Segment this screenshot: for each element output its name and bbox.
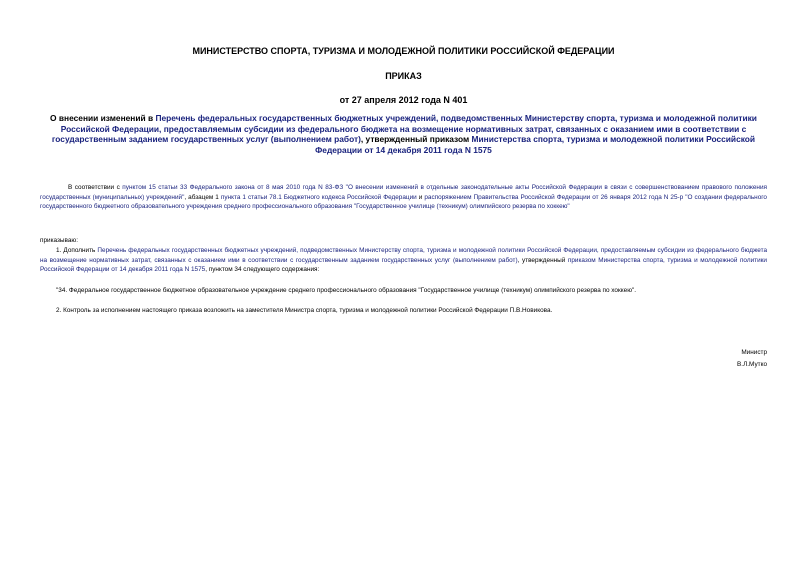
para2-text-2: , утвержденный <box>517 256 568 264</box>
ministry-header: МИНИСТЕРСТВО СПОРТА, ТУРИЗМА И МОЛОДЕЖНОЙ ПОЛИТИКИ РОССИЙСКОЙ ФЕДЕРАЦИИ <box>192 46 615 56</box>
paragraph-basis <box>40 183 767 212</box>
link-list[interactable]: Перечень федеральных государственных бюджетных учреждений, подведомственных Министерству спорта, туризма и молодежной политики Российской Федерации, предоставляемым субсидии из федерального бюджета на возмещение нормативных затрат, связанных с оказанием ими в соответствии с государственным заданием государственных услуг (выполнением работ) <box>40 247 767 264</box>
title-middle: , утвержденный приказом <box>360 134 472 144</box>
title-link-list[interactable]: Перечень федеральных государственных бюджетных учреждений, подведомственных Министерству спорта, туризма и молодежной политики Российской Федерации, предоставляемым субсидии из федерального бюджета на возмещение нормативных затрат, связанных с оказанием ими в соответствии с государственным заданием государственных услуг (выполнением работ) <box>51 113 757 144</box>
para1-text-1: В соответствии с <box>68 184 123 191</box>
para2-text-1: 1. Дополнить <box>56 247 98 254</box>
link-government-order[interactable]: распоряжением Правительства Российской Федерации от 26 января 2012 года N 25-р "О создании федерального государственного бюджетного образовательного учреждения среднего профессионального образования "Государственное училище (техникум) олимпийского резерва по хоккею" <box>40 193 767 210</box>
para2-text-3: , пунктом 34 следующего содержания: <box>205 266 320 273</box>
title-prefix: О внесении изменений в <box>50 113 156 123</box>
title-link-order[interactable]: Министерства спорта, туризма и молодежной политики Российской Федерации от 14 декабря 2011 года N 1575 <box>315 134 756 155</box>
para1-text-2: , абзацем 1 <box>184 193 221 201</box>
link-ministry-order[interactable]: приказом Министерства спорта, туризма и молодежной политики Российской Федерации от 14 декабря 2011 года N 1575 <box>40 256 768 273</box>
paragraph-item-1 <box>40 246 767 275</box>
link-federal-law[interactable]: пунктом 15 статьи 33 Федерального закона от 8 мая 2010 года N 83-ФЗ "О внесении изменений в отдельные законодательные акты Российской Федерации в связи с совершенствованием правового положения государственных (муниципальных) учреждений" <box>40 184 767 201</box>
signature-position: Министр <box>741 349 767 356</box>
link-budget-code[interactable]: пункта 1 статьи 78.1 Бюджетного кодекса Российской Федерации <box>220 193 417 201</box>
para1-text-3: и <box>416 193 425 201</box>
doc-date: от 27 апреля 2012 года N 401 <box>339 95 468 105</box>
signature-name: В.Л.Мутко <box>737 361 767 368</box>
document-title <box>40 113 767 155</box>
paragraph-item-34: "34. Федеральное государственное бюджетное образовательное учреждение среднего профессионального образования "Государственное училище (техникум) олимпийского резерва по хоккею". <box>56 287 637 294</box>
order-word: приказываю: <box>40 237 78 244</box>
doc-type: ПРИКАЗ <box>385 71 422 81</box>
paragraph-item-2: 2. Контроль за исполнением настоящего приказа возложить на заместителя Министра спорта, туризма и молодежной политики Российской Федерации П.В.Новикова. <box>56 307 553 314</box>
